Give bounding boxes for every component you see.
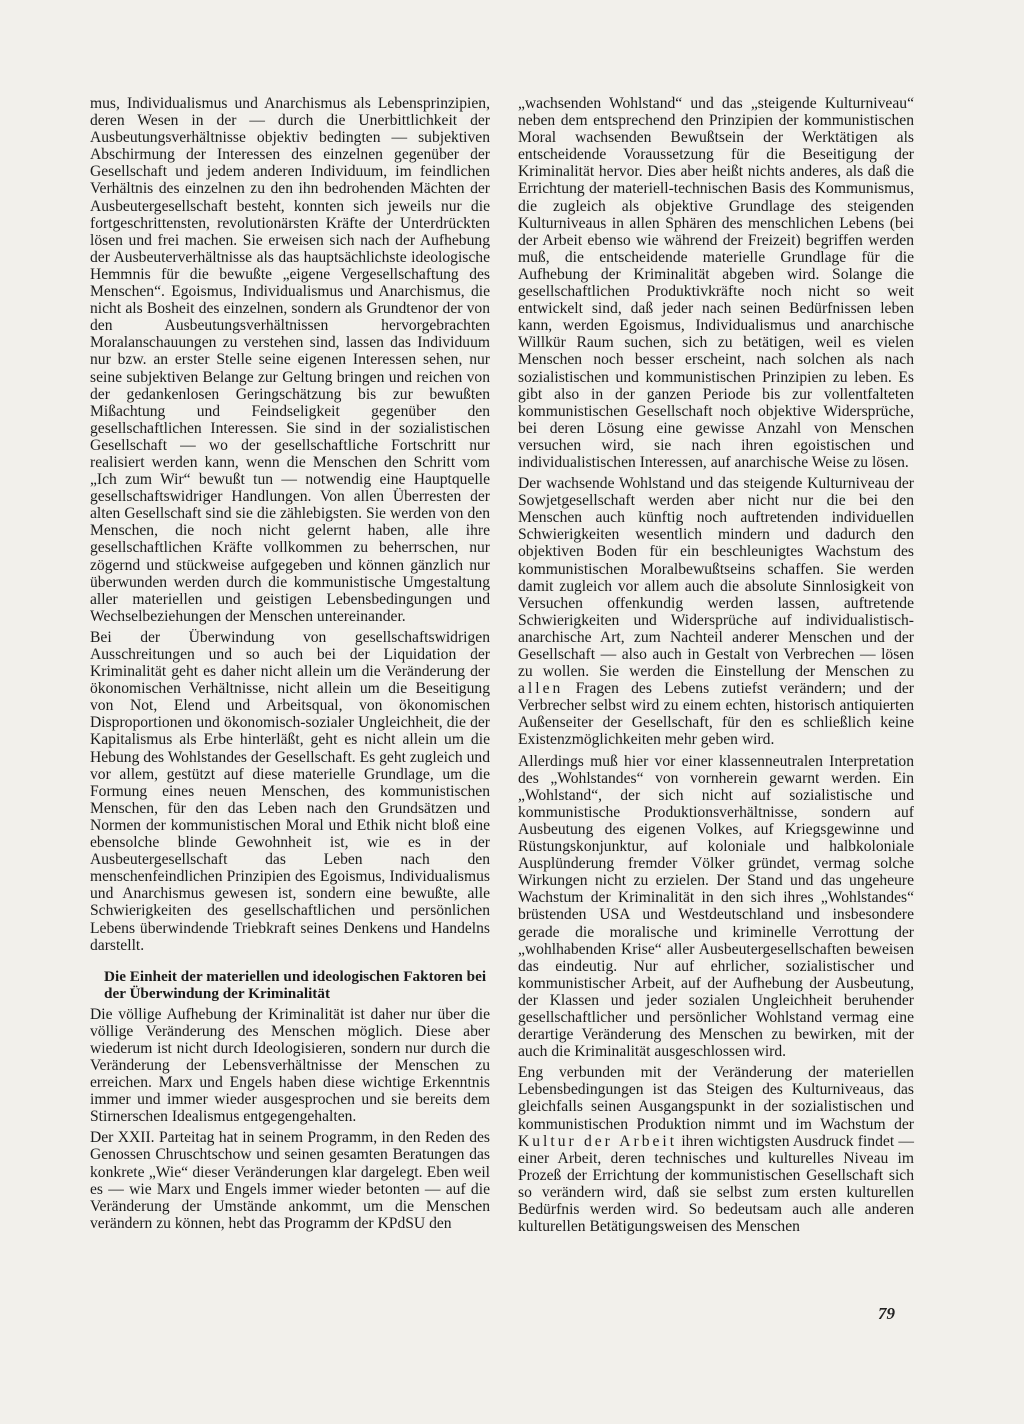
paragraph-text: Fragen des Lebens zutiefst verändern; und der Verbrecher selbst wird zu einem echten, historisch antiquierten Außenseiter der Gesellschaft, für den es schließlich keine Existenzmöglichkeiten mehr geben wird. — [518, 680, 914, 749]
paragraph: „wachsenden Wohlstand“ und das „steigende Kulturniveau“ neben dem entsprechend den Prinzipien der kommunistischen Moral wachsenden Bewußtsein der Werktätigen als entscheidende Voraussetzung für die Beseitigung der Kriminalität hervor. Dies aber heißt nichts anderes, als daß die Errichtung der materiell-technischen Basis des Kommunismus, die zugleich als objektive Grundlage des steigenden Kulturniveaus in allen Sphären des menschlichen Lebens (bei der Arbeit ebenso wie während der Freizeit) begriffen werden muß, die entscheidende materielle Grundlage für die Aufhebung der Kriminalität abgeben wird. Solange die gesellschaftlichen Produktivkräfte noch nicht so weit entwickelt sind, daß jeder nach seinen Bedürfnissen leben kann, werden Egoismus, Individualismus und anarchische Willkür Raum suchen, sich zu betätigen, weil es vielen Menschen noch besser erscheint, nach solchen als nach sozialistischen und kommunistischen Prinzipien zu leben. Es gibt also in der ganzen Periode bis zur vollentfalteten kommunistischen Gesellschaft noch objektive Widersprüche, bei deren Lösung eine gewisse Anzahl von Menschen versuchen wird, sie nach ihren egoistischen und individualistischen Interessen, auf anarchische Weise zu lösen. — [518, 95, 914, 471]
left-column — [90, 95, 490, 1236]
paragraph: mus, Individualismus und Anarchismus als Lebensprinzipien, deren Wesen in der — durch die Unerbittlichkeit der Ausbeutungsverhältnisse objektiv bedingten — subjektiven Abschirmung der Interessen des einzelnen gegenüber der Gesellschaft und jedem anderen Individuum, im feindlichen Verhältnis des einzelnen zu den ihn bedrohenden Mächten der Ausbeutergesellschaft besteht, konnten sich jeweils nur die fortgeschrittensten, revolutionärsten Kräfte der Unterdrückten lösen und frei machen. Sie erweisen sich nach der Aufhebung der Ausbeuterverhältnisse als das hauptsächlichste ideologische Hemmnis für die bewußte „eigene Vergesellschaftung des Menschen“. Egoismus, Individualismus und Anarchismus, die nicht als Bosheit des einzelnen, sondern als Grundtenor der von den Ausbeutungsverhältnissen hervorgebrachten Moralanschauungen zu verstehen sind, lassen das Individuum nur bzw. an erster Stelle seine eigenen Interessen sehen, nur seine subjektiven Belange zur Geltung bringen und reichen von der gedankenlosen Geringschätzung bis zur bewußten Mißachtung und Feindseligkeit gegenüber den gesellschaftlichen Interessen. Sie sind in der sozialistischen Gesellschaft — wo der gesellschaftliche Fortschritt nur realisiert werden kann, wenn die Menschen den Schritt vom „Ich zum Wir“ bewußt tun — notwendig eine Hauptquelle gesellschaftswidriger Handlungen. Von allen Überresten der alten Gesellschaft sind sie die zählebigsten. Sie werden von den Menschen, die noch nicht gelernt haben, alle ihre gesellschaftlichen Kräfte vollkommen zu beherrschen, nur zögernd und stückweise aufgegeben und können gänzlich nur überwunden werden durch die kommunistische Umgestaltung aller materiellen und geistigen Lebensbedingungen und Wechselbeziehungen der Menschen untereinander. — [90, 95, 490, 625]
emphasized-text: allen — [518, 680, 564, 698]
page-number: 79 — [878, 1304, 895, 1323]
paragraph: Die völlige Aufhebung der Kriminalität ist daher nur über die völlige Veränderung des Menschen möglich. Diese aber wiederum ist nicht durch Ideologisieren, sondern nur durch die Veränderung der Lebensverhältnisse der Menschen zu erreichen. Marx und Engels haben diese wichtige Erkenntnis immer und immer wieder ausgesprochen und sie bereits dem Stirnerschen Idealismus entgegengehalten. — [90, 1005, 490, 1126]
paragraph: Bei der Überwindung von gesellschaftswidrigen Ausschreitungen und so auch bei der Liquidation der Kriminalität geht es daher nicht allein um die Veränderung der ökonomischen Verhältnisse, nicht allein um die Beseitigung von Not, Elend und Arbeitsqual, von ökonomischen Disproportionen und ökonomisch-sozialer Ungleichheit, die der Kapitalismus als Erbe hinterläßt, geht es nicht allein um die Hebung des Wohlstandes der Gesellschaft. Es geht zugleich und vor allem, gestützt auf diese materielle Grundlage, um die Formung eines neuen Menschen, des kommunistischen Menschen, für den das Leben nach den Grundsätzen und Normen der kommunistischen Moral und Ethik nicht bloß eine ebensolche blinde Gewohnheit ist, wie es in der Ausbeutergesellschaft das Leben nach den menschenfeindlichen Prinzipien des Egoismus, Individualismus und Anarchismus gewesen ist, sondern eine bewußte, alle Schwierigkeiten des gesellschaftlichen und persönlichen Lebens überwindende Triebkraft seines Denkens und Handelns darstellt. — [90, 628, 490, 954]
paragraph: Der XXII. Parteitag hat in seinem Programm, in den Reden des Genossen Chruschtschow und seinen gesamten Beratungen das konkrete „Wie“ dieser Veränderungen klar dargelegt. Eben weil es — wie Marx und Engels immer wieder betonten — auf die Veränderung der Umstände ankommt, um die Menschen verändern zu können, hebt das Programm der KPdSU den — [90, 1129, 490, 1232]
paragraph-text: Der wachsende Wohlstand und das steigende Kulturniveau der Sowjetgesellschaft werden aber nicht nur die bei den Menschen auch künftig noch auftretenden individuellen Schwierigkeiten wesentlich mindern und dadurch den objektiven Boden für ein beschleunigtes Wachstum des kommunistischen Moralbewußtseins schaffen. Sie werden damit zugleich vor allem auch die absolute Sinnlosigkeit von Versuchen offenkundig werden lassen, auftretende Schwierigkeiten und Widersprüche auf individualistisch-anarchische Art, zum Nachteil anderer Menschen und der Gesellschaft — also auch in Gestalt von Verbrechen — lösen zu wollen. Sie werden die Einstellung der Menschen zu — [518, 475, 914, 681]
paragraph — [518, 475, 914, 749]
section-heading: Die Einheit der materiellen und ideologischen Faktoren bei der Überwindung der Kriminalität — [104, 967, 487, 1002]
paragraph: Allerdings muß hier vor einer klassenneutralen Interpretation des „Wohlstandes“ von vornherein gewarnt werden. Ein „Wohlstand“, der sich nicht auf sozialistische und kommunistische Produktionsverhältnisse, sondern auf Ausbeutung des eigenen Volkes, auf Kriegsgewinne und Rüstungskonjunktur, auf koloniale und halbkoloniale Ausplünderung fremder Völker gründet, vermag solche Wirkungen nicht zu erzielen. Der Stand und das ungeheure Wachstum der Kriminalität in den sich ihres „Wohlstandes“ brüstenden USA und Westdeutschland und insbesondere gerade die moralische und kriminelle Verrottung der „wohlhabenden Krise“ aller Ausbeutergesellschaften beweisen das eindeutig. Nur auf ehrlicher, sozialistischer und kommunistischer Arbeit, auf der Aufhebung der Ausbeutung, der Klassen und jeder sozialen Ungleichheit beruhender gesellschaftlicher und persönlicher Wohlstand vermag eine derartige Veränderung des Menschen zu bewirken, mit der auch die Kriminalität ausgeschlossen wird. — [518, 752, 914, 1061]
paragraph-text: ihren wichtigsten Ausdruck findet — einer Arbeit, deren technisches und kulturelles Niveau im Prozeß der Errichtung der kommunistischen Gesellschaft sich so verändern wird, daß sie selbst zum ersten kulturellen Bedürfnis werden wird. So bedeutsam auch alle anderen kulturellen Betätigungsweisen des Menschen — [518, 1132, 914, 1236]
paragraph-text: Eng verbunden mit der Veränderung der materiellen Lebensbedingungen ist das Steigen des Kulturniveaus, das gleichfalls seinen Ausgangspunkt in der sozialistischen und kommunistischen Produktion nimmt und im Wachstum der — [518, 1064, 914, 1133]
emphasized-text: Kultur der Arbeit — [518, 1132, 678, 1150]
paragraph — [518, 1064, 914, 1235]
right-column — [518, 95, 914, 1239]
